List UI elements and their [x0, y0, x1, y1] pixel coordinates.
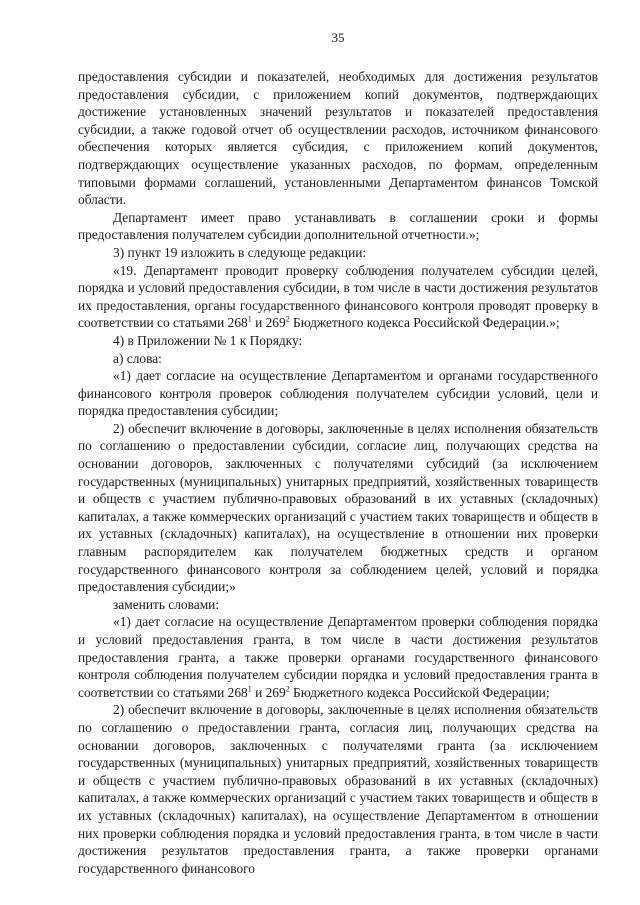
paragraph-text: Бюджетного кодекса Российской Федерации;: [289, 684, 550, 700]
paragraph-text: и 269: [251, 684, 286, 700]
superscript: 1: [247, 684, 252, 694]
paragraph-text: 3) пункт 19 изложить в следующе редакции:: [113, 244, 367, 260]
paragraph: [78, 596, 598, 614]
paragraph: [78, 262, 598, 332]
paragraph-text: «1) дает согласие на осуществление Департаментом проверки соблюдения порядка и условий предоставления гранта, в том числе в части достижения результатов предоставления гранта, а также проверки органами государственного финансового контроля соблюдения получателем субсидии порядка и условий предоставления гранта в соответствии со статьями 268: [78, 614, 598, 700]
paragraph-text: заменить словами:: [113, 596, 220, 612]
superscript: 2: [285, 314, 290, 324]
paragraph: [78, 209, 598, 244]
paragraph-text: 2) обеспечит включение в договоры, заключенные в целях исполнения обязательств по соглашению о предоставлении субсидии, согласие лиц, получающих средства на основании договоров, заключенных с получателями субсидий (за исключением государственных (муниципальных) унитарных предприятий, хозяйственных товариществ и обществ с участием публично-правовых образований в их уставных (складочных) капиталах, а также коммерческих организаций с участием таких товариществ и обществ в их уставных (складочных) капиталах), на осуществление в отношении них проверки главным распорядителем как получателем бюджетных средств и органом государственного финансового контроля за соблюдением целей, условий и порядка предоставления субсидии;»: [78, 420, 598, 595]
body-text: [78, 68, 598, 877]
paragraph: [78, 68, 598, 209]
paragraph: [78, 420, 598, 596]
superscript: 2: [285, 684, 290, 694]
paragraph-text: 4) в Приложении № 1 к Порядку:: [113, 332, 303, 348]
paragraph: [78, 367, 598, 420]
superscript: 1: [247, 314, 252, 324]
paragraph: [78, 244, 598, 262]
paragraph: [78, 350, 598, 368]
paragraph-text: Бюджетного кодекса Российской Федерации.»;: [289, 315, 560, 331]
paragraph-text: «1) дает согласие на осуществление Департаментом и органами государственного финансового контроля проверок соблюдения получателем субсидии условий, цели и порядка предоставления субсидии;: [78, 368, 598, 419]
paragraph: [78, 701, 598, 877]
paragraph-text: а) слова:: [113, 350, 162, 366]
paragraph-text: предоставления субсидии и показателей, необходимых для достижения результатов предоставления субсидии, с приложением копий документов, подтверждающих достижение установленных значений результатов и показателей предоставления субсидии, а также годовой отчет об осуществлении расходов, источником финансового обеспечения которых является субсидия, с приложением копий документов, подтверждающих осуществление указанных расходов, по формам, определенным типовыми формами соглашений, установленными Департаментом финансов Томской области.: [78, 69, 598, 208]
paragraph: [78, 332, 598, 350]
paragraph-text: 2) обеспечит включение в договоры, заключенные в целях исполнения обязательств по соглашению о предоставлении гранта, согласия лиц, получающих средства на основании договоров, заключенных с получателями гранта (за исключением государственных (муниципальных) унитарных предприятий, хозяйственных товариществ и обществ с участием публично-правовых образований в их уставных (складочных) капиталах, а также коммерческих организаций с участием таких товариществ и обществ в их уставных (складочных) капиталах), на осуществление Департаментом в отношении них проверки соблюдения порядка и условий предоставления гранта, в том числе в части достижения результатов предоставления гранта, а также проверки органами государственного финансового: [78, 702, 598, 876]
paragraph: [78, 613, 598, 701]
page-number: 35: [331, 30, 345, 45]
paragraph-text: «19. Департамент проводит проверку соблюдения получателем субсидии целей, порядка и условий предоставления субсидии, в том числе в части достижения результатов их предоставления, органы государственного финансового контроля проводят проверку в соответствии со статьями 268: [78, 262, 598, 331]
paragraph-text: Департамент имеет право устанавливать в соглашении сроки и формы предоставления получателем субсидии дополнительной отчетности.»;: [78, 209, 598, 243]
paragraph-text: и 269: [251, 315, 286, 331]
